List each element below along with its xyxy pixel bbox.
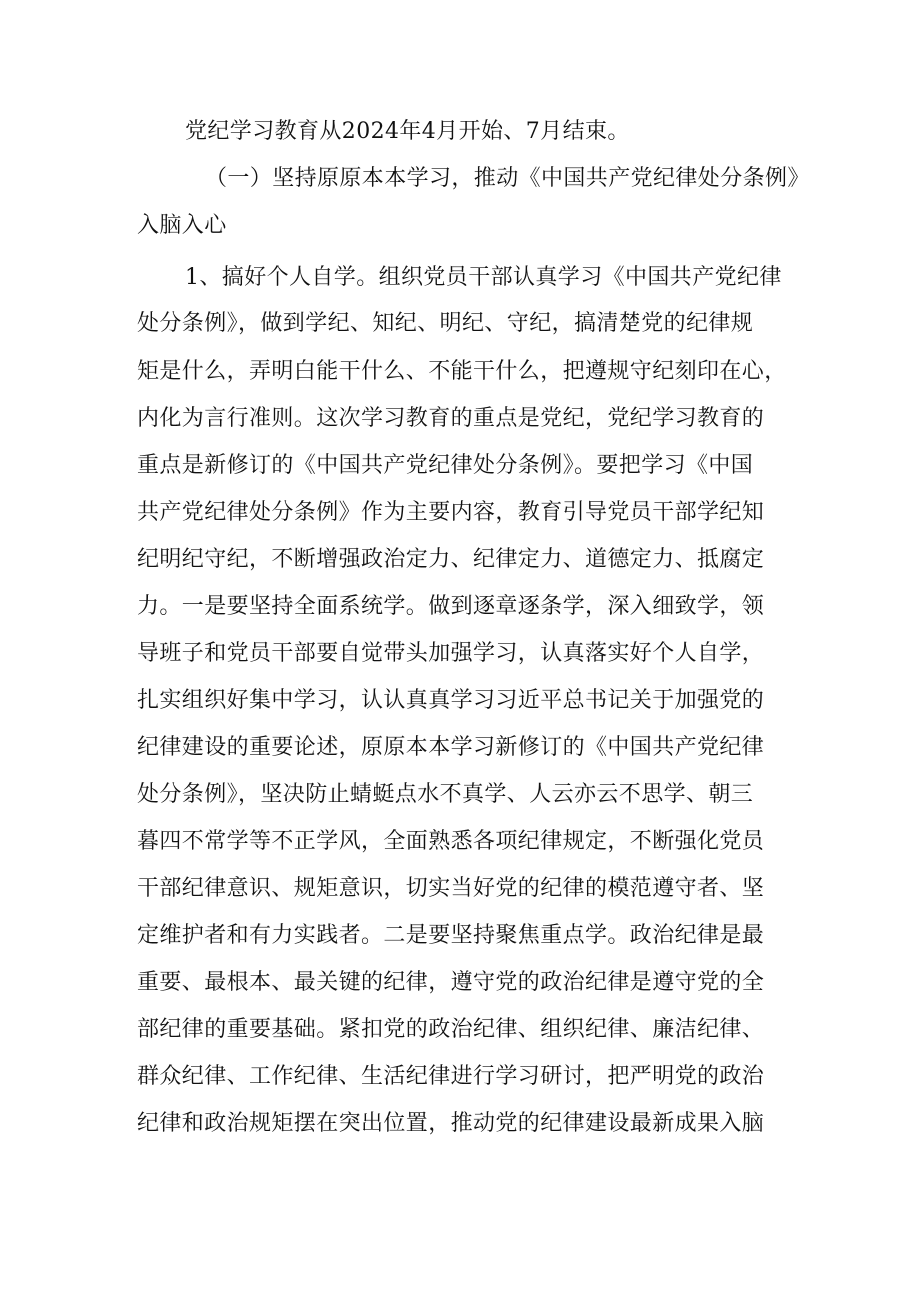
- paragraph-line: 共产党纪律处分条例》作为主要内容，教育引导党员干部学纪知: [137, 500, 765, 525]
- paragraph-line: 暮四不常学等不正学风，全面熟悉各项纪律规定，不断强化党员: [137, 829, 765, 854]
- paragraph-line: 矩是什么，弄明白能干什么、不能干什么，把遵规守纪刻印在心，: [137, 359, 787, 384]
- paragraph-line: 内化为言行准则。这次学习教育的重点是党纪，党纪学习教育的: [137, 406, 765, 431]
- paragraph-line: 力。一是要坚持全面系统学。做到逐章逐条学，深入细致学，领: [137, 594, 765, 619]
- paragraph-line: 干部纪律意识、规矩意识，切实当好党的纪律的模范遵守者、坚: [137, 876, 765, 901]
- paragraph-line: 群众纪律、工作纪律、生活纪律进行学习研讨，把严明党的政治: [137, 1064, 765, 1089]
- paragraph-line: 处分条例》，做到学纪、知纪、明纪、守纪，搞清楚党的纪律规: [137, 311, 754, 336]
- paragraph-line: 定维护者和有力实践者。二是要坚持聚焦重点学。政治纪律是最: [137, 923, 765, 948]
- section-heading-line: 入脑入心: [137, 213, 227, 238]
- paragraph-line: 导班子和党员干部要自觉带头加强学习，认真落实好个人自学，: [137, 641, 765, 666]
- paragraph-line: 纪律和政治规矩摆在突出位置，推动党的纪律建设最新成果入脑: [137, 1111, 765, 1136]
- section-heading-line: （一）坚持原原本本学习，推动《中国共产党纪律处分条例》: [205, 166, 810, 191]
- paragraph-line: 1、搞好个人自学。组织党员干部认真学习《中国共产党纪律: [185, 265, 782, 290]
- paragraph-line: 党纪学习教育从2024年4月开始、7月结束。: [185, 119, 630, 144]
- paragraph-line: 部纪律的重要基础。紧扣党的政治纪律、组织纪律、廉洁纪律、: [137, 1017, 765, 1042]
- paragraph-line: 重要、最根本、最关键的纪律，遵守党的政治纪律是遵守党的全: [137, 970, 765, 995]
- paragraph-line: 纪律建设的重要论述，原原本本学习新修订的《中国共产党纪律: [137, 735, 765, 760]
- paragraph-line: 纪明纪守纪，不断增强政治定力、纪律定力、道德定力、抵腐定: [137, 547, 765, 572]
- paragraph-line: 处分条例》，坚决防止蜻蜓点水不真学、人云亦云不思学、朝三: [137, 782, 754, 807]
- paragraph-line: 重点是新修订的《中国共产党纪律处分条例》。要把学习《中国: [137, 453, 754, 478]
- paragraph-line: 扎实组织好集中学习，认认真真学习习近平总书记关于加强党的: [137, 688, 765, 713]
